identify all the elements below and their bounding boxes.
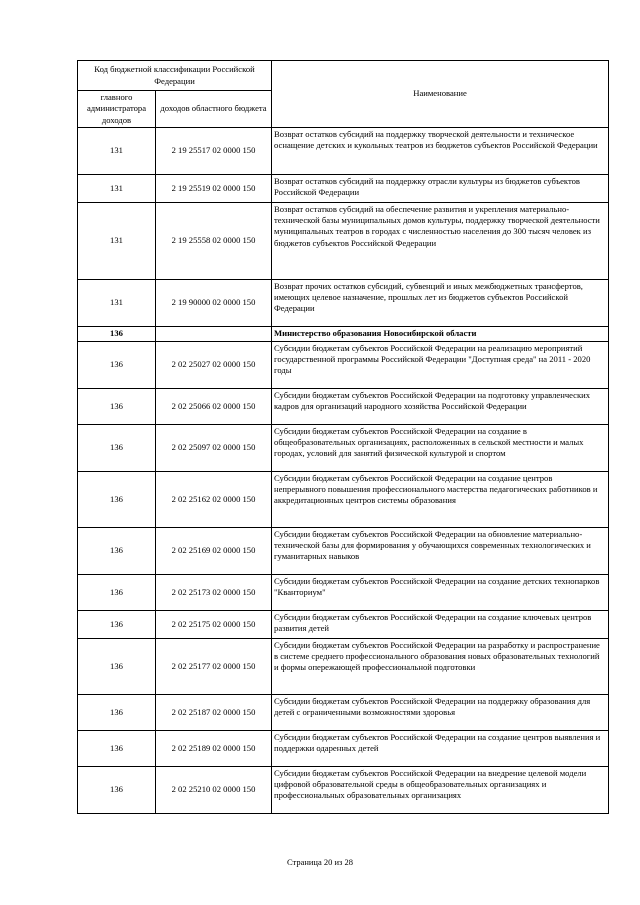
admin-code-cell: 136 (78, 574, 156, 610)
table-row (78, 638, 609, 694)
name-cell: Субсидии бюджетам субъектов Российской Федерации на поддержку образования для детей с ограниченными возможностями здоровья (272, 694, 609, 730)
admin-code-cell: 131 (78, 202, 156, 279)
page-number: Страница 20 из 28 (286, 857, 354, 867)
income-code-cell: 2 02 25173 02 0000 150 (156, 574, 272, 610)
income-code-cell (156, 326, 272, 341)
name-cell: Субсидии бюджетам субъектов Российской Федерации на создание в общеобразовательных организациях, расположенных в сельской местности и малых городах, условий для занятий физической культурой и спортом (272, 424, 609, 471)
table-row (78, 127, 609, 174)
income-code-cell: 2 02 25187 02 0000 150 (156, 694, 272, 730)
income-code-cell: 2 02 25097 02 0000 150 (156, 424, 272, 471)
income-code-cell: 2 19 25519 02 0000 150 (156, 174, 272, 202)
name-cell: Возврат остатков субсидий на обеспечение развития и укрепления материально-технической базы муниципальных домов культуры, поддержку творческой деятельности муниципальных театров в городах с численностью населения до 300 тысяч человек из бюджетов субъектов Российской Федерации (272, 202, 609, 279)
income-code-cell: 2 02 25189 02 0000 150 (156, 730, 272, 766)
admin-code-cell: 131 (78, 174, 156, 202)
income-code-cell: 2 02 25210 02 0000 150 (156, 766, 272, 813)
header-income-column: доходов областного бюджета (156, 91, 272, 128)
table-row (78, 730, 609, 766)
table-row (78, 388, 609, 424)
table-row (78, 694, 609, 730)
name-cell: Субсидии бюджетам субъектов Российской Федерации на создание центров выявления и поддержки одаренных детей (272, 730, 609, 766)
table-row (78, 279, 609, 326)
income-code-cell: 2 02 25162 02 0000 150 (156, 471, 272, 527)
name-cell: Субсидии бюджетам субъектов Российской Федерации на подготовку управленческих кадров для организаций народного хозяйства Российской Федерации (272, 388, 609, 424)
table-row (78, 424, 609, 471)
table-row (78, 766, 609, 813)
table-body (78, 127, 609, 813)
name-cell: Возврат остатков субсидий на поддержку творческой деятельности и техническое оснащение детских и кукольных театров из бюджетов субъектов Российской Федерации (272, 127, 609, 174)
admin-code-cell: 131 (78, 127, 156, 174)
table-row (78, 326, 609, 341)
name-cell: Министерство образования Новосибирской области (272, 326, 609, 341)
admin-code-cell: 136 (78, 766, 156, 813)
name-cell: Возврат прочих остатков субсидий, субвенций и иных межбюджетных трансфертов, имеющих целевое назначение, прошлых лет из бюджетов субъектов Российской Федерации (272, 279, 609, 326)
admin-code-cell: 136 (78, 638, 156, 694)
admin-code-cell: 136 (78, 730, 156, 766)
admin-code-cell: 136 (78, 527, 156, 574)
table-row (78, 527, 609, 574)
header-admin-column: главного администратора доходов (78, 91, 156, 128)
name-cell: Субсидии бюджетам субъектов Российской Федерации на создание детских технопарков "Кванториум" (272, 574, 609, 610)
income-code-cell: 2 02 25169 02 0000 150 (156, 527, 272, 574)
table-row (78, 202, 609, 279)
income-code-cell: 2 19 25558 02 0000 150 (156, 202, 272, 279)
name-cell: Субсидии бюджетам субъектов Российской Федерации на обновление материально-технической базы для формирования у обучающихся современных технологических и гуманитарных навыков (272, 527, 609, 574)
income-code-cell: 2 19 25517 02 0000 150 (156, 127, 272, 174)
name-cell: Субсидии бюджетам субъектов Российской Федерации на создание центров непрерывного повышения профессионального мастерства педагогических работников и аккредитационных центров системы образования (272, 471, 609, 527)
income-code-cell: 2 02 25027 02 0000 150 (156, 341, 272, 388)
name-cell: Субсидии бюджетам субъектов Российской Федерации на создание ключевых центров развития детей (272, 610, 609, 638)
admin-code-cell: 131 (78, 279, 156, 326)
header-name-column: Наименование (272, 61, 609, 128)
income-code-cell: 2 19 90000 02 0000 150 (156, 279, 272, 326)
admin-code-cell: 136 (78, 424, 156, 471)
income-code-cell: 2 02 25177 02 0000 150 (156, 638, 272, 694)
name-cell: Субсидии бюджетам субъектов Российской Федерации на внедрение целевой модели цифровой образовательной среды в общеобразовательных организациях и профессиональных образовательных организациях (272, 766, 609, 813)
income-code-cell: 2 02 25066 02 0000 150 (156, 388, 272, 424)
table-row (78, 341, 609, 388)
admin-code-cell: 136 (78, 326, 156, 341)
table-row (78, 574, 609, 610)
table-row (78, 610, 609, 638)
income-code-cell: 2 02 25175 02 0000 150 (156, 610, 272, 638)
admin-code-cell: 136 (78, 694, 156, 730)
admin-code-cell: 136 (78, 471, 156, 527)
admin-code-cell: 136 (78, 388, 156, 424)
admin-code-cell: 136 (78, 341, 156, 388)
budget-classification-table (77, 60, 609, 814)
name-cell: Субсидии бюджетам субъектов Российской Федерации на разработку и распространение в системе среднего профессионального образования новых образовательных технологий и формы опережающей профессиональной подготовки (272, 638, 609, 694)
header-group-title: Код бюджетной классификации Российской Федерации (78, 61, 272, 91)
name-cell: Субсидии бюджетам субъектов Российской Федерации на реализацию мероприятий государственной программы Российской Федерации "Доступная среда" на 2011 - 2020 годы (272, 341, 609, 388)
table-row (78, 174, 609, 202)
admin-code-cell: 136 (78, 610, 156, 638)
name-cell: Возврат остатков субсидий на поддержку отрасли культуры из бюджетов субъектов Российской Федерации (272, 174, 609, 202)
table-row (78, 471, 609, 527)
